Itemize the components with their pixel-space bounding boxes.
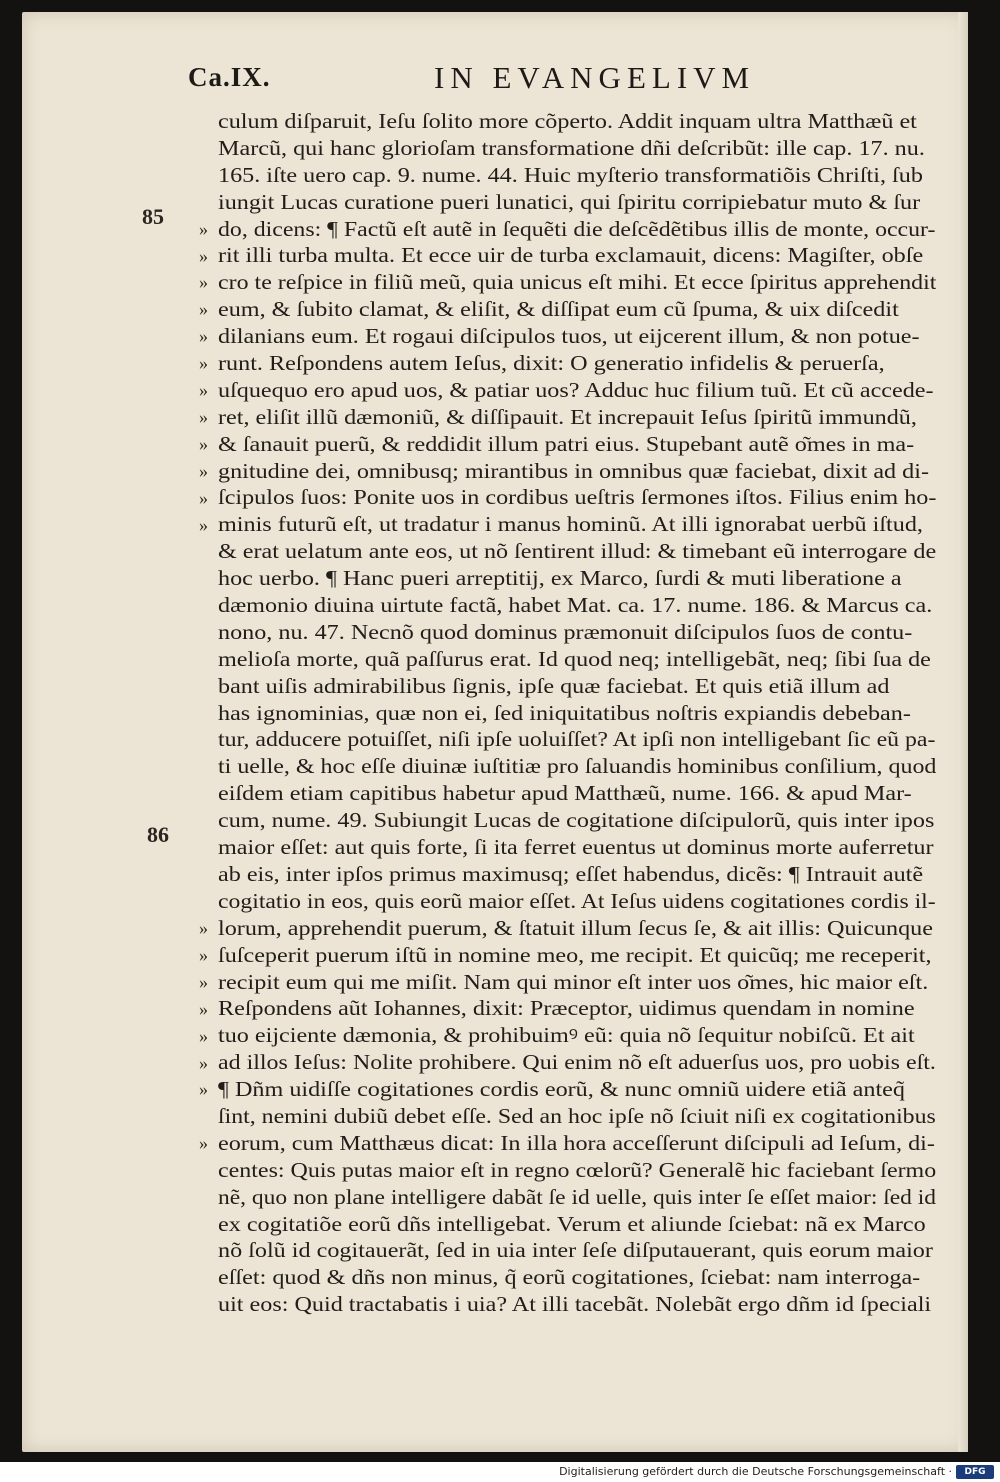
quote-marker: » xyxy=(199,1133,208,1154)
text-line: ſuſceperit puerum iſtũ in nomine meo, me recipit. Et quicũq; me receperit, xyxy=(218,942,932,967)
text-line: cro te reſpice in filiũ meũ, quia unicus eſt mihi. Et ecce ſpiritus apprehendit xyxy=(218,270,936,295)
quote-marker: » xyxy=(199,918,208,938)
quote-marker: » xyxy=(199,998,208,1019)
text-line: ¶ Dñm uidiſſe cogitationes cordis eorũ, & nunc omniũ uidere etiã anteq̃ xyxy=(218,1077,905,1102)
text-line: ab eis, inter ipſos primus maximusq; eſſet habendus, dicẽs: ¶ Intrauit autẽ xyxy=(218,861,924,886)
text-line: tur, adducere potuiſſet, niſi ipſe uoluiſſet? At ipſi non intelligebant ſic eũ pa- xyxy=(218,727,936,752)
quote-marker: » xyxy=(199,1079,208,1100)
text-line: & ſanauit puerũ, & reddidit illum patri eius. Stupebant autẽ o͂mes in ma- xyxy=(218,431,915,456)
chapter-label: Ca.IX. xyxy=(188,62,271,92)
quote-marker: » xyxy=(199,460,208,481)
text-line: ad illos Ieſus: Nolite prohibere. Qui enim nõ eſt aduerſus uos, pro uobis eſt. xyxy=(218,1050,936,1075)
text-line: culum diſparuit, Ieſu ſolito more cõperto. Addit inquam ultra Matthæũ et xyxy=(218,109,917,133)
footer-credit: Digitalisierung gefördert durch die Deutsche Forschungsgemeinschaft · xyxy=(559,1465,952,1478)
running-title: IN EVANGELIVM xyxy=(434,60,756,95)
body-text xyxy=(218,108,938,1318)
quote-marker: » xyxy=(199,218,208,239)
quote-marker: » xyxy=(199,245,208,266)
dfg-logo: DFG xyxy=(956,1465,994,1479)
quote-marker: » xyxy=(199,514,208,535)
text-line: ret, eliſit illũ dæmoniũ, & diſſipauit. Et increpauit Ieſus ſpiritũ immundũ, xyxy=(218,404,917,429)
text-line: runt. Reſpondens autem Ieſus, dixit: O generatio infidelis & peruerſa, xyxy=(218,351,885,376)
text-line: do, dicens: ¶ Factũ eſt autẽ in ſequẽti die deſcẽdẽtibus illis de monte, occur- xyxy=(218,216,936,241)
quote-marker: » xyxy=(199,406,208,427)
text-line: bant uiſis admirabilibus ſignis, ipſe quæ faciebat. Et quis etiã illum ad xyxy=(218,673,890,698)
text-line: maior eſſet: aut quis forte, ſi ita ferret euentus ut dominus morte auferretur xyxy=(218,835,934,860)
text-line: eſſet: quod & dñs non minus, q̃ eorũ cogitationes, ſciebat: nam interroga- xyxy=(218,1265,921,1290)
margin-verse-number: 85 xyxy=(142,204,164,229)
text-line: cum, nume. 49. Subiungit Lucas de cogitatione diſcipulorũ, quis inter ipos xyxy=(218,808,935,833)
quote-marker: » xyxy=(199,487,208,508)
text-line: hoc uerbo. ¶ Hanc pueri arreptitij, ex Marco, ſurdi & muti liberatione a xyxy=(218,566,902,591)
text-line: nono, nu. 47. Necnõ quod dominus præmonuit diſcipulos ſuos de contu- xyxy=(218,619,913,644)
quote-marker: » xyxy=(199,380,208,400)
text-line: eum, & ſubito clamat, & eliſit, & diſſipat eum cũ ſpuma, & uix diſcedit xyxy=(218,297,899,322)
quote-marker: » xyxy=(199,433,208,454)
text-line: nõ ſolũ id cogitauerãt, ſed in uia inter ſeſe diſputauerant, quis eorum maior xyxy=(218,1238,933,1263)
quote-marker: » xyxy=(199,971,208,992)
text-line: uſquequo ero apud uos, & patiar uos? Adduc huc filium tuũ. Et cũ accede- xyxy=(218,377,934,402)
text-line: melioſa morte, quã paſſurus erat. Id quod neq; intelligebãt, neq; ſibi ſua de xyxy=(218,646,931,671)
text-line: minis futurũ eſt, ut tradatur i manus hominũ. At illi ignorabat uerbũ iſtud, xyxy=(218,512,923,537)
text-line: centes: Quis putas maior eſt in regno cœlorũ? Generalẽ hic faciebant ſermo xyxy=(218,1157,936,1182)
text-line: dilanians eum. Et rogaui diſcipulos tuos, ut eijcerent illum, & non potue- xyxy=(218,324,920,349)
text-line: Marcũ, qui hanc glorioſam transformatione dñi deſcribũt: ille cap. 17. nu. xyxy=(218,135,925,160)
quote-marker: » xyxy=(199,272,208,293)
text-line: nẽ, quo non plane intelligere dabãt ſe id uelle, quis inter ſe eſſet maior: ſed id xyxy=(218,1184,936,1209)
page-header xyxy=(188,60,808,110)
text-line: cogitatio in eos, quis eorũ maior eſſet. At Ieſus uidens cogitationes cordis il- xyxy=(218,888,936,913)
text-line: & erat uelatum ante eos, ut nõ ſentirent illud: & timebant eũ interrogare de xyxy=(218,539,936,564)
text-line: 165. iſte uero cap. 9. nume. 44. Huic myſterio transformatiõis Chriſti, ſub xyxy=(218,162,923,187)
quote-marker: » xyxy=(199,326,208,347)
text-line: recipit eum qui me miſit. Nam qui minor eſt inter uos o͂mes, hic maior eſt. xyxy=(218,969,929,994)
text-line: iungit Lucas curatione pueri lunatici, qui ſpiritu corripiebatur muto & ſur xyxy=(218,189,921,214)
text-line: gnitudine dei, omnibusq; mirantibus in omnibus quæ faciebat, dixit ad di- xyxy=(218,458,930,483)
text-line: Reſpondens aũt Iohannes, dixit: Præceptor, uidimus quendam in nomine xyxy=(218,996,915,1021)
margin-verse-number: 86 xyxy=(147,822,169,847)
text-line: eiſdem etiam capitibus habetur apud Matthæũ, nume. 166. & apud Mar- xyxy=(218,781,912,806)
text-line: ſint, nemini dubiũ debet eſſe. Sed an hoc ipſe nõ ſciuit niſi ex cogitationibus xyxy=(218,1103,936,1128)
quote-marker: » xyxy=(199,944,208,965)
text-line: ſcipulos ſuos: Ponite uos in cordibus ueſtris ſermones iſtos. Filius enim ho- xyxy=(218,485,936,510)
text-line: uit eos: Quid tractabatis i uia? At illi tacebãt. Nolebãt ergo dñm id ſpeciali xyxy=(218,1292,932,1317)
text-line: eorum, cum Matthæus dicat: In illa hora acceſſerunt diſcipuli ad Ieſum, di- xyxy=(218,1130,935,1155)
quote-marker: » xyxy=(199,353,208,374)
quote-marker: » xyxy=(199,299,208,320)
text-line: ex cogitatiõe eorũ dñs intelligebat. Verum et aliunde ſciebat: nã ex Marco xyxy=(218,1211,926,1236)
text-line: ti uelle, & hoc eſſe diuinæ iuſtitiæ pro ſaluandis hominibus conſilium, quod xyxy=(218,754,936,779)
text-line: has ignominias, quæ non ei, ſed iniquitatibus noſtris expiandis debeban- xyxy=(218,700,911,725)
quote-marker: » xyxy=(199,1025,208,1046)
text-line: rit illi turba multa. Et ecce uir de turba exclamauit, dicens: Magiſter, obſe xyxy=(218,243,924,268)
footer-bar xyxy=(0,1462,1000,1482)
quote-marker: » xyxy=(199,1052,208,1073)
page-edge-shadow xyxy=(958,12,968,1452)
text-line: tuo eijciente dæmonia, & prohibuimꝰ eũ: quia nõ ſequitur nobiſcũ. Et ait xyxy=(218,1023,915,1048)
text-line: dæmonio diuina uirtute factã, habet Mat. ca. 17. nume. 186. & Marcus ca. xyxy=(218,593,933,618)
text-line: lorum, apprehendit puerum, & ſtatuit illum ſecus ſe, & ait illis: Quicunque xyxy=(218,915,933,940)
